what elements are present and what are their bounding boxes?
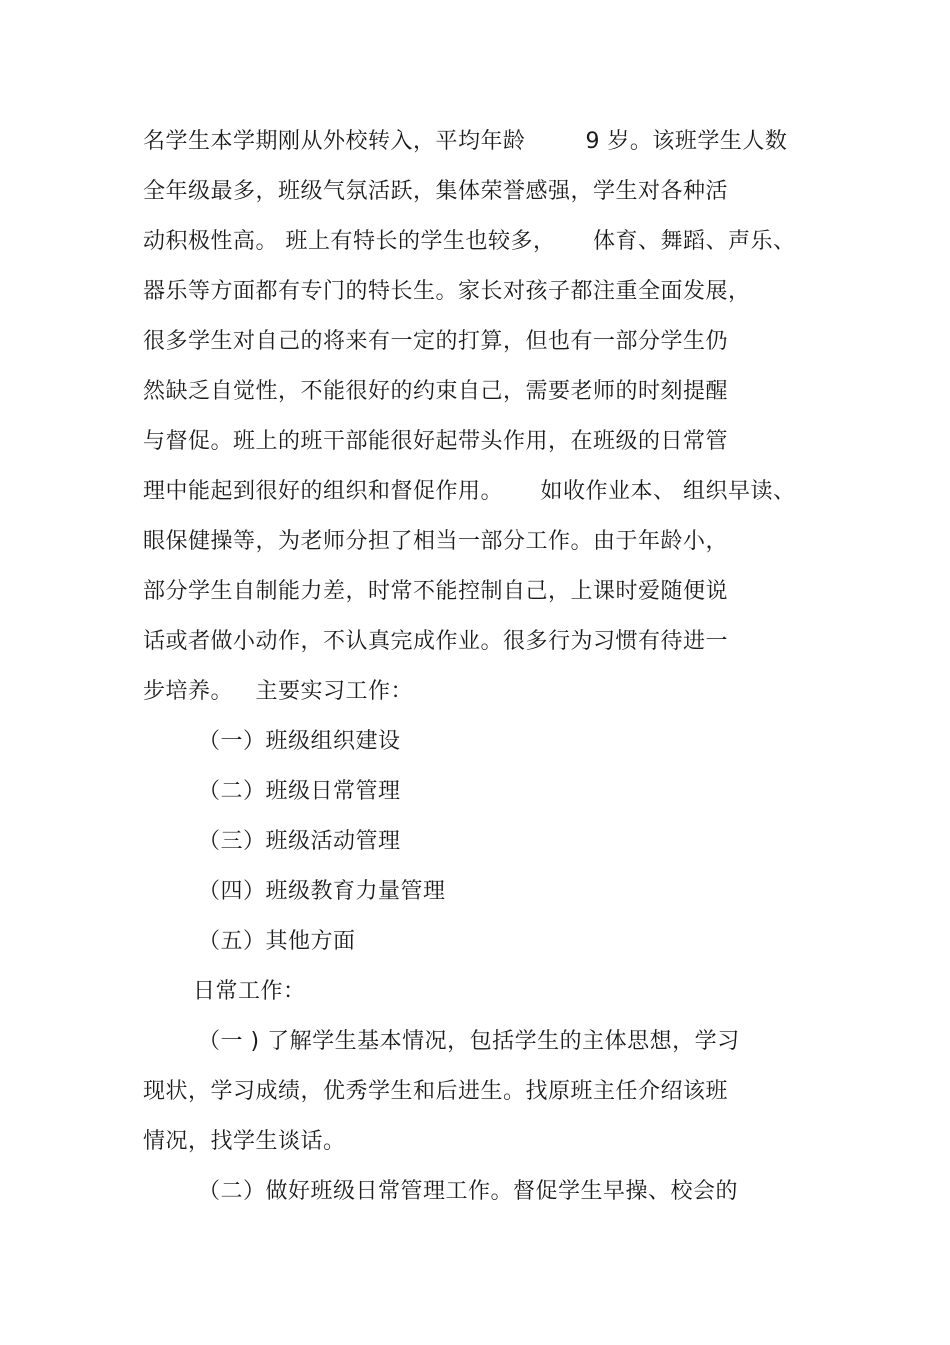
text-line: 名学生本学期刚从外校转入，平均年龄 9 岁。该班学生人数: [143, 129, 788, 154]
text-line: 部分学生自制能力差，时常不能控制自己，上课时爱随便说: [143, 579, 729, 604]
text-line: 眼保健操等，为老师分担了相当一部分工作。由于年龄小，: [143, 529, 729, 554]
text-line: （一 ) 了解学生基本情况，包括学生的主体思想，学习: [198, 1029, 740, 1054]
text-line: 动积极性高。 班上有特长的学生也较多， 体育、舞蹈、声乐、: [143, 229, 796, 254]
text-line: （二）做好班级日常管理工作。督促学生早操、校会的: [198, 1179, 739, 1204]
text-line: 全年级最多，班级气氛活跃，集体荣誉感强，学生对各种活: [143, 179, 729, 204]
list-item: （三）班级活动管理: [198, 829, 401, 854]
list-item: （一）班级组织建设: [198, 729, 401, 754]
list-item: （四）班级教育力量管理: [198, 879, 446, 904]
list-item: （二）班级日常管理: [198, 779, 401, 804]
text-line: 话或者做小动作，不认真完成作业。很多行为习惯有待进一: [143, 629, 729, 654]
text-line: 与督促。班上的班干部能很好起带头作用，在班级的日常管: [143, 429, 729, 454]
text-line: 步培养。 主要实习工作：: [143, 679, 413, 704]
text-line: 理中能起到很好的组织和督促作用。 如收作业本、 组织早读、: [143, 479, 796, 504]
text-line: 器乐等方面都有专门的特长生。家长对孩子都注重全面发展，: [143, 279, 751, 304]
text-line: 然缺乏自觉性，不能很好的约束自己，需要老师的时刻提醒: [143, 379, 729, 404]
text-line: 现状，学习成绩，优秀学生和后进生。找原班主任介绍该班: [143, 1079, 729, 1104]
section-heading: 日常工作：: [193, 979, 306, 1004]
list-item: （五）其他方面: [198, 929, 356, 954]
text-line: 很多学生对自己的将来有一定的打算，但也有一部分学生仍: [143, 329, 729, 354]
text-line: 情况，找学生谈话。: [143, 1129, 346, 1154]
